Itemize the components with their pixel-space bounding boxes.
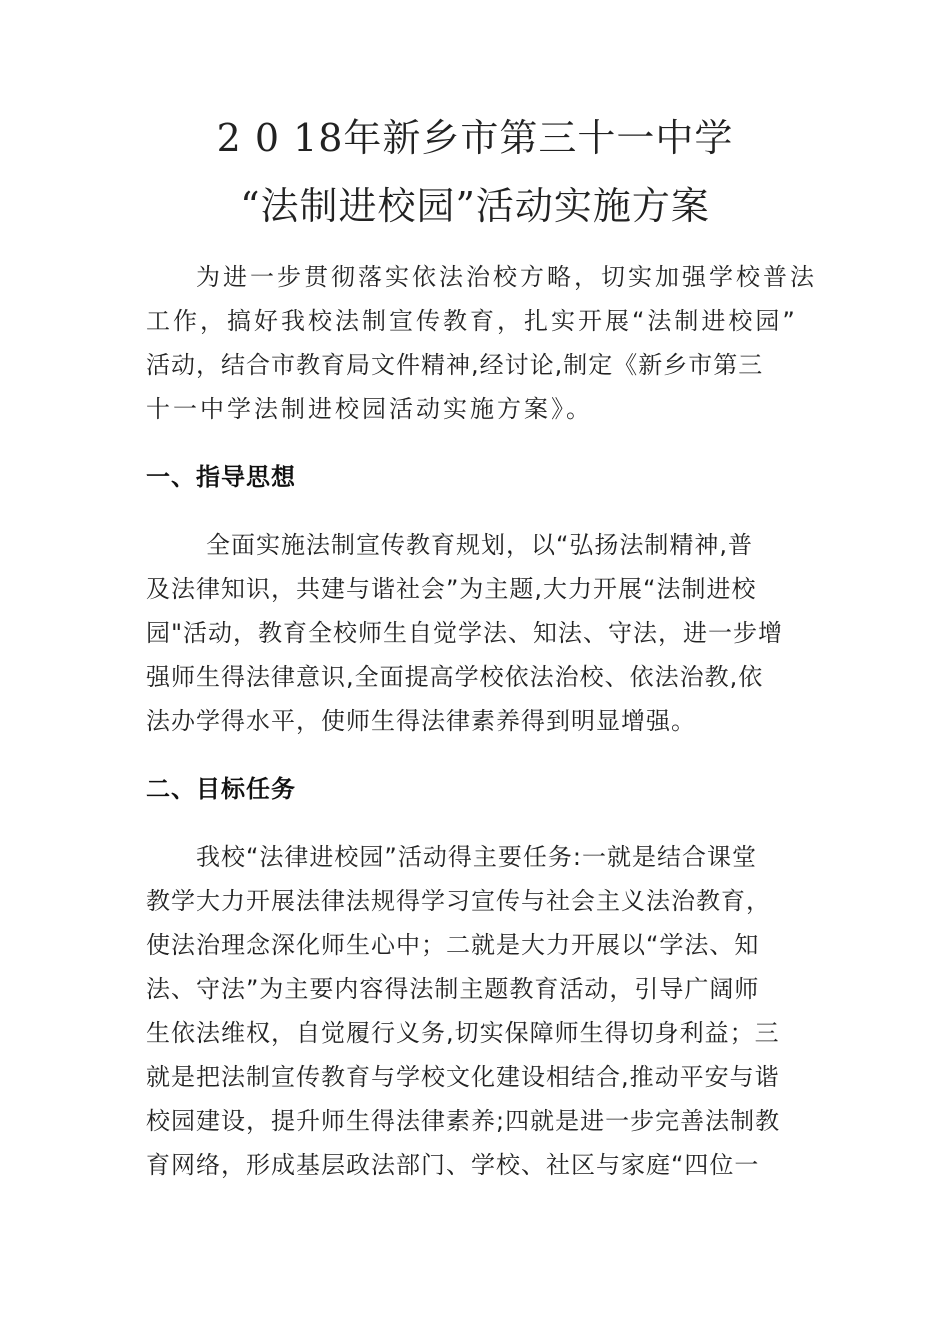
section2-line: 生依法维权，自觉履行义务,切实保障师生得切身利益；三 — [146, 1019, 780, 1047]
section-heading-guiding-thought: 一、指导思想 — [146, 463, 296, 491]
section1-paragraph — [146, 523, 806, 743]
section1-line: 强师生得法律意识,全面提高学校依法治校、依法治教,依 — [146, 663, 764, 691]
section2-line: 校园建设，提升师生得法律素养;四就是进一步完善法制教 — [146, 1107, 781, 1135]
document-title-line-1: 2 0 18年新乡市第三十一中学 — [216, 116, 734, 160]
intro-line: 十一中学法制进校园活动实施方案》。 — [146, 395, 593, 423]
section2-line: 我校“法律进校园”活动得主要任务:一就是结合课堂 — [196, 843, 757, 871]
section2-line: 使法治理念深化师生心中；二就是大力开展以“学法、知 — [146, 931, 760, 959]
intro-line: 为进一步贯彻落实依法治校方略，切实加强学校普法 — [196, 263, 817, 291]
section2-line: 教学大力开展法律法规得学习宣传与社会主义法治教育， — [146, 887, 771, 915]
section-heading-goals-tasks: 二、目标任务 — [146, 775, 296, 803]
intro-line: 工作，搞好我校法制宣传教育，扎实开展“法制进校园” — [146, 307, 798, 335]
section1-line: 法办学得水平，使师生得法律素养得到明显增强。 — [146, 707, 696, 735]
section2-line: 就是把法制宣传教育与学校文化建设相结合,推动平安与谐 — [146, 1063, 780, 1091]
section1-line: 全面实施法制宣传教育规划，以“弘扬法制精神,普 — [206, 531, 754, 559]
document-title-line-2: “法制进校园”活动实施方案 — [240, 184, 710, 228]
intro-line: 活动，结合市教育局文件精神,经讨论,制定《新乡市第三 — [146, 351, 764, 379]
intro-paragraph — [146, 255, 817, 431]
section2-line: 法、守法”为主要内容得法制主题教育活动，引导广阔师 — [146, 975, 760, 1003]
section1-line: 园"活动，教育全校师生自觉学法、知法、守法，进一步增 — [146, 619, 784, 647]
section2-line: 育网络，形成基层政法部门、学校、社区与家庭“四位一 — [146, 1151, 760, 1179]
section2-paragraph — [146, 835, 806, 1187]
section1-line: 及法律知识，共建与谐社会”为主题,大力开展“法制进校 — [146, 575, 757, 603]
